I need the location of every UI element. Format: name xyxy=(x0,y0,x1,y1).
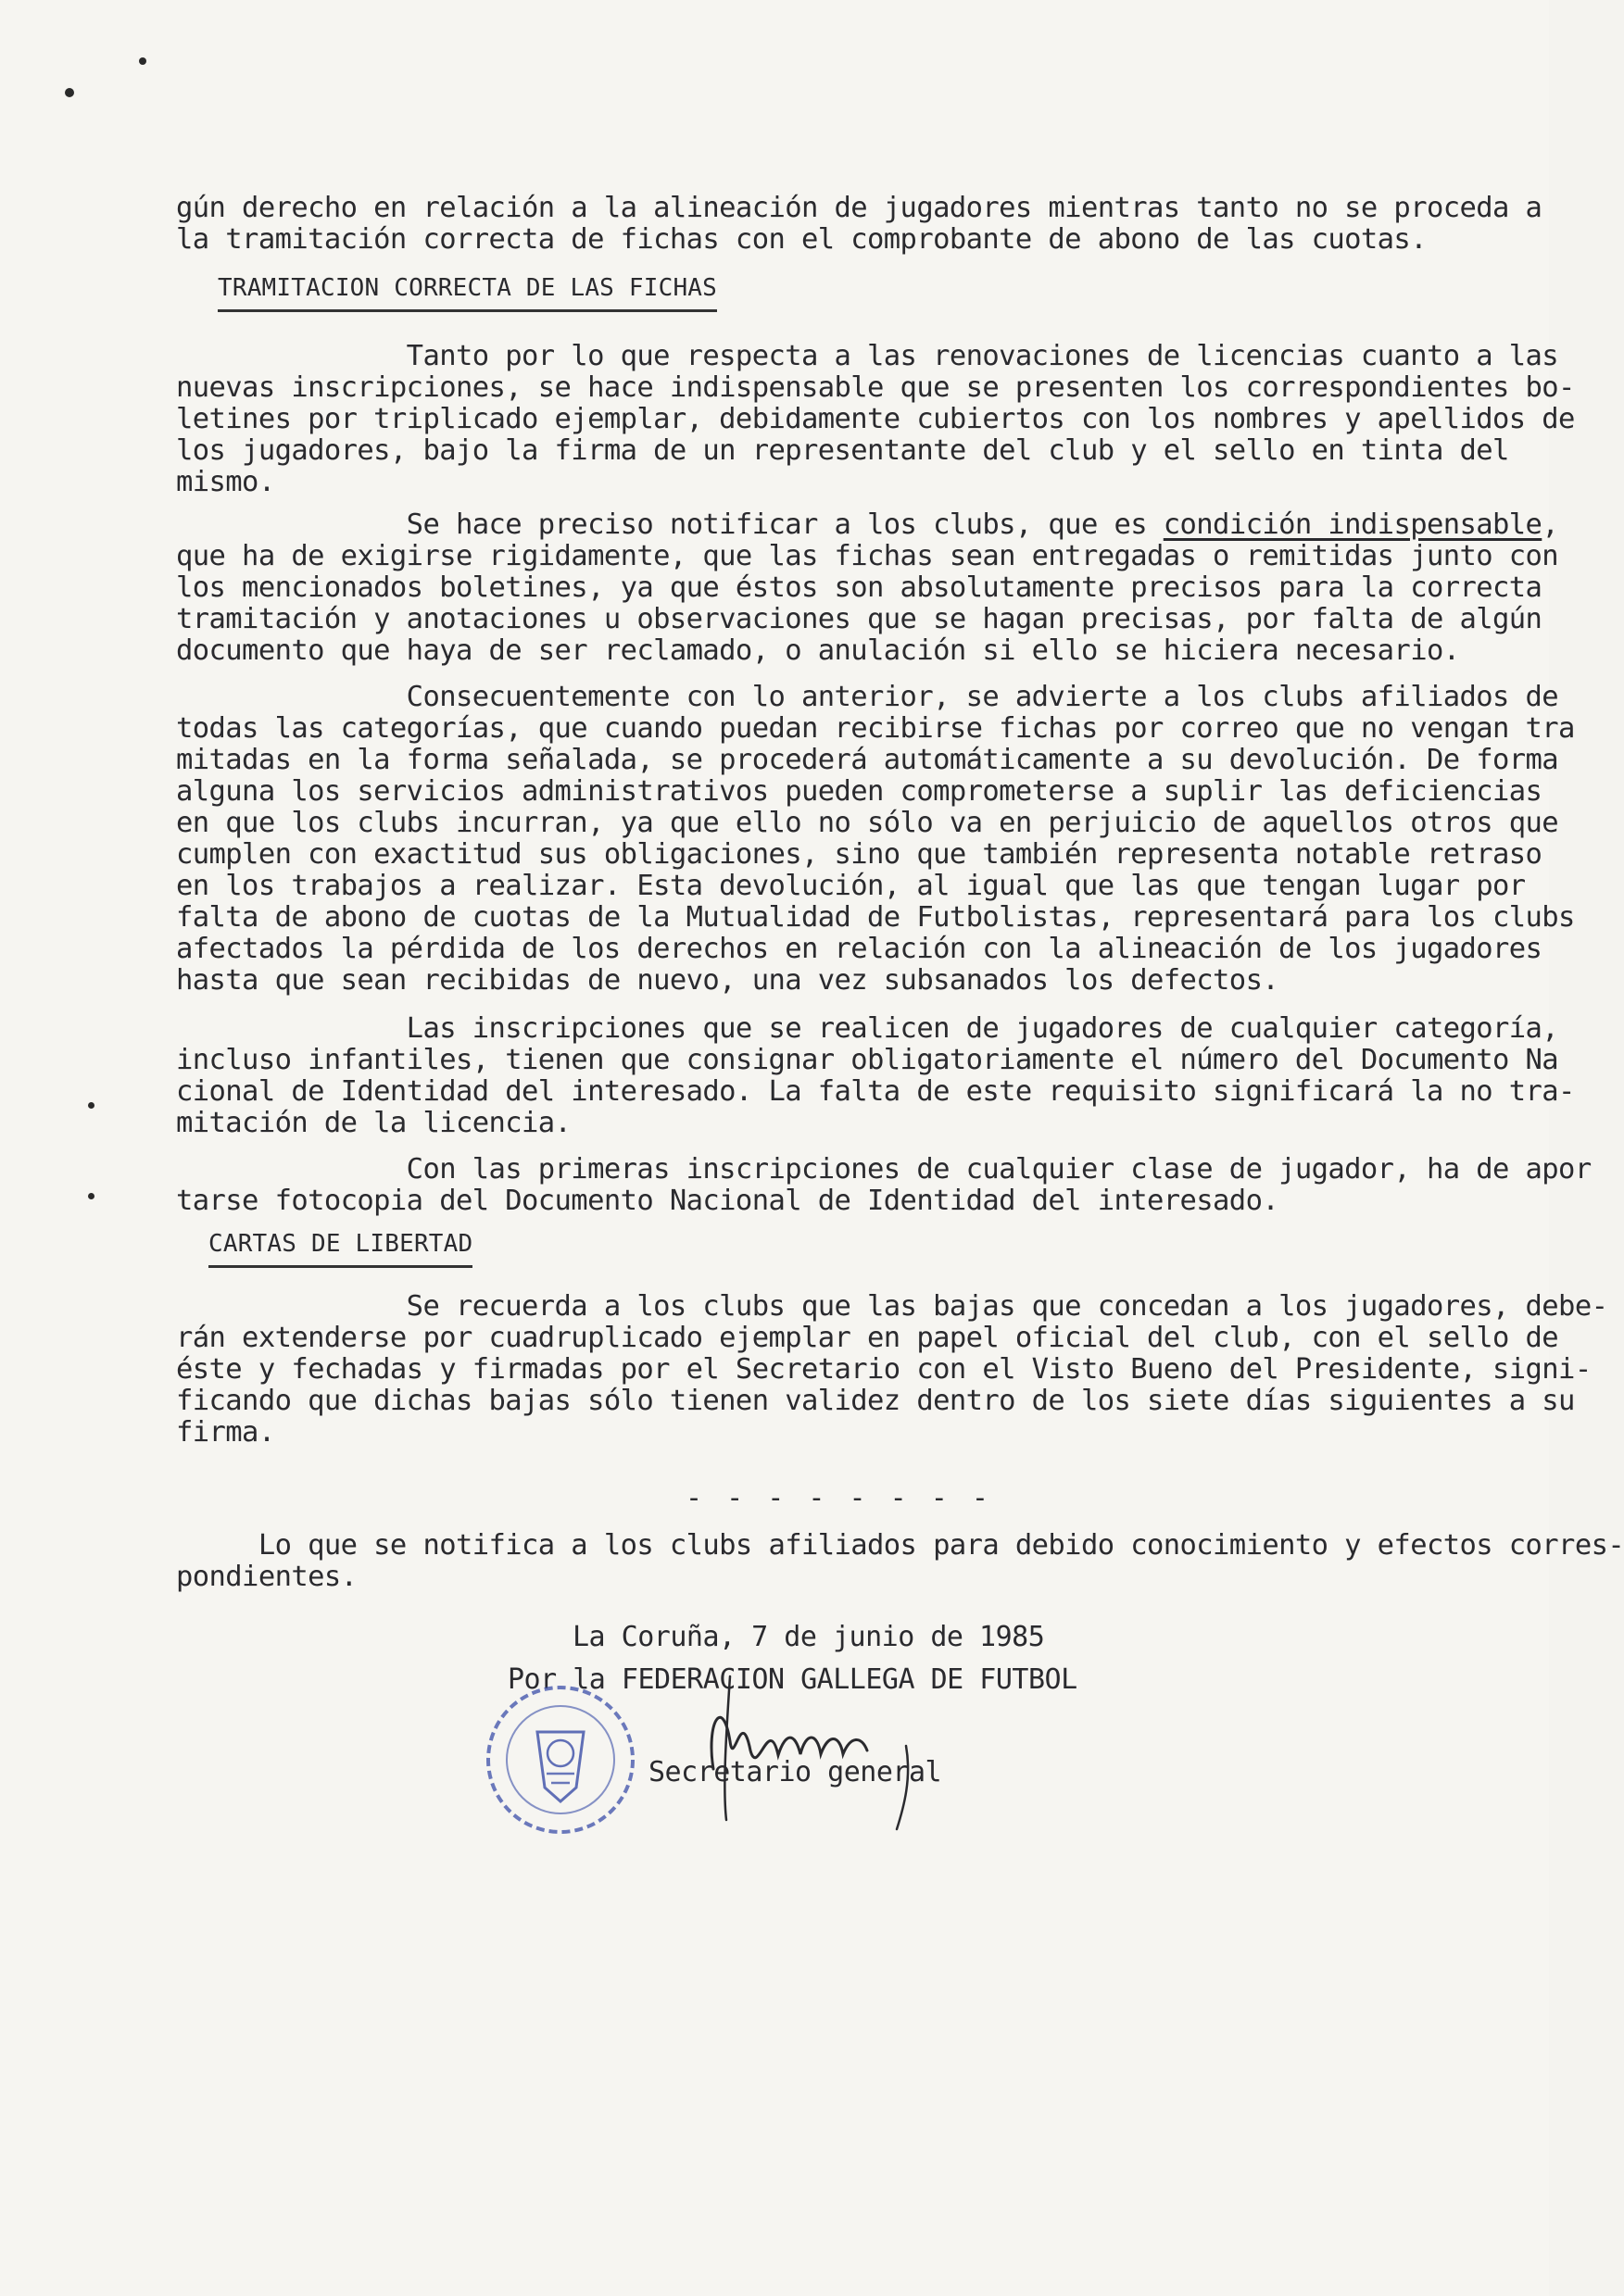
paragraph-line: Con las primeras inscripciones de cualquier clase de jugador, ha de apor xyxy=(176,1153,1592,1186)
paragraph-line: nuevas inscripciones, se hace indispensable que se presenten los correspondientes bo- xyxy=(176,371,1575,404)
paragraph-line: mitadas en la forma señalada, se procederá automáticamente a su devolución. De forma xyxy=(176,744,1559,776)
federation-stamp xyxy=(482,1681,639,1838)
paragraph-line: incluso infantiles, tienen que consignar obligatoriamente el número del Documento Na xyxy=(176,1044,1559,1076)
paragraph-line: mismo. xyxy=(176,466,275,498)
paragraph-line: afectados la pérdida de los derechos en relación con la alineación de los jugadores xyxy=(176,933,1542,965)
punch-mark xyxy=(88,1193,94,1199)
signatory-title: Secretario general xyxy=(648,1756,942,1788)
section-heading-fichas: TRAMITACION CORRECTA DE LAS FICHAS xyxy=(218,274,717,312)
paragraph-line: cional de Identidad del interesado. La falta de este requisito significará la no tra- xyxy=(176,1075,1575,1108)
paragraph-line: ficando que dichas bajas sólo tienen validez dentro de los siete días siguientes a su xyxy=(176,1385,1575,1417)
paragraph-line: Consecuentemente con lo anterior, se advierte a los clubs afiliados de xyxy=(176,681,1559,713)
paragraph-line: Tanto por lo que respecta a las renovaciones de licencias cuanto a las xyxy=(176,340,1559,372)
paragraph-line: tarse fotocopia del Documento Nacional de Identidad del interesado. xyxy=(176,1185,1279,1217)
paragraph-line: letines por triplicado ejemplar, debidamente cubiertos con los nombres y apellidos de xyxy=(176,403,1575,435)
closing-line: pondientes. xyxy=(176,1561,358,1593)
paragraph-line: documento que haya de ser reclamado, o anulación si ello se hiciera necesario. xyxy=(176,634,1460,667)
paragraph-line: tramitación y anotaciones u observaciones que se hagan precisas, por falta de algún xyxy=(176,603,1542,635)
paragraph-line: todas las categorías, que cuando puedan recibirse fichas por correo que no vengan tra xyxy=(176,712,1575,745)
paragraph-line: que ha de exigirse rigidamente, que las fichas sean entregadas o remitidas junto con xyxy=(176,540,1559,572)
paragraph-line: en los trabajos a realizar. Esta devolución, al igual que las que tengan lugar por xyxy=(176,870,1526,902)
paragraph-line: en que los clubs incurran, ya que ello no sólo va en perjuicio de aquellos otros que xyxy=(176,807,1559,839)
paragraph-line xyxy=(176,509,1558,541)
closing-line: Lo que se notifica a los clubs afiliados para debido conocimiento y efectos corres- xyxy=(176,1529,1624,1562)
paragraph-line: falta de abono de cuotas de la Mutualidad de Futbolistas, representará para los clubs xyxy=(176,901,1575,934)
intro-line-2: la tramitación correcta de fichas con el comprobante de abono de las cuotas. xyxy=(176,223,1427,256)
intro-line-1: gún derecho en relación a la alineación de jugadores mientras tanto no se proceda a xyxy=(176,192,1542,224)
text-run: , xyxy=(1542,508,1559,541)
paragraph-line: firma. xyxy=(176,1416,275,1449)
punch-mark xyxy=(88,1102,94,1109)
text-run: Se hace preciso notificar a los clubs, que es xyxy=(176,508,1164,541)
paragraph-line: rán extenderse por cuadruplicado ejemplar en papel oficial del club, con el sello de xyxy=(176,1322,1559,1354)
date-line: La Coruña, 7 de junio de 1985 xyxy=(573,1621,1045,1653)
paragraph-line: Las inscripciones que se realicen de jugadores de cualquier categoría, xyxy=(176,1012,1559,1045)
section-heading-cartas: CARTAS DE LIBERTAD xyxy=(208,1230,472,1268)
paragraph-line: hasta que sean recibidas de nuevo, una vez subsanados los defectos. xyxy=(176,964,1279,997)
separator-dashes: - - - - - - - - xyxy=(686,1482,992,1514)
edge-speck xyxy=(65,88,74,97)
handwritten-signature xyxy=(686,1658,926,1834)
paragraph-line: alguna los servicios administrativos pueden comprometerse a suplir las deficiencias xyxy=(176,775,1542,808)
paragraph-line: mitación de la licencia. xyxy=(176,1107,572,1139)
organization-line: Por la FEDERACION GALLEGA DE FUTBOL xyxy=(508,1663,1077,1696)
paragraph-line: éste y fechadas y firmadas por el Secretario con el Visto Bueno del Presidente, signi- xyxy=(176,1353,1592,1386)
edge-speck xyxy=(139,57,146,65)
paragraph-line: cumplen con exactitud sus obligaciones, sino que también representa notable retraso xyxy=(176,838,1542,871)
paragraph-line: los mencionados boletines, ya que éstos son absolutamente precisos para la correcta xyxy=(176,571,1542,604)
underlined-phrase: condición indispensable xyxy=(1163,508,1542,541)
paragraph-line: Se recuerda a los clubs que las bajas que concedan a los jugadores, debe- xyxy=(176,1290,1608,1323)
paragraph-line: los jugadores, bajo la firma de un representante del club y el sello en tinta del xyxy=(176,434,1509,467)
